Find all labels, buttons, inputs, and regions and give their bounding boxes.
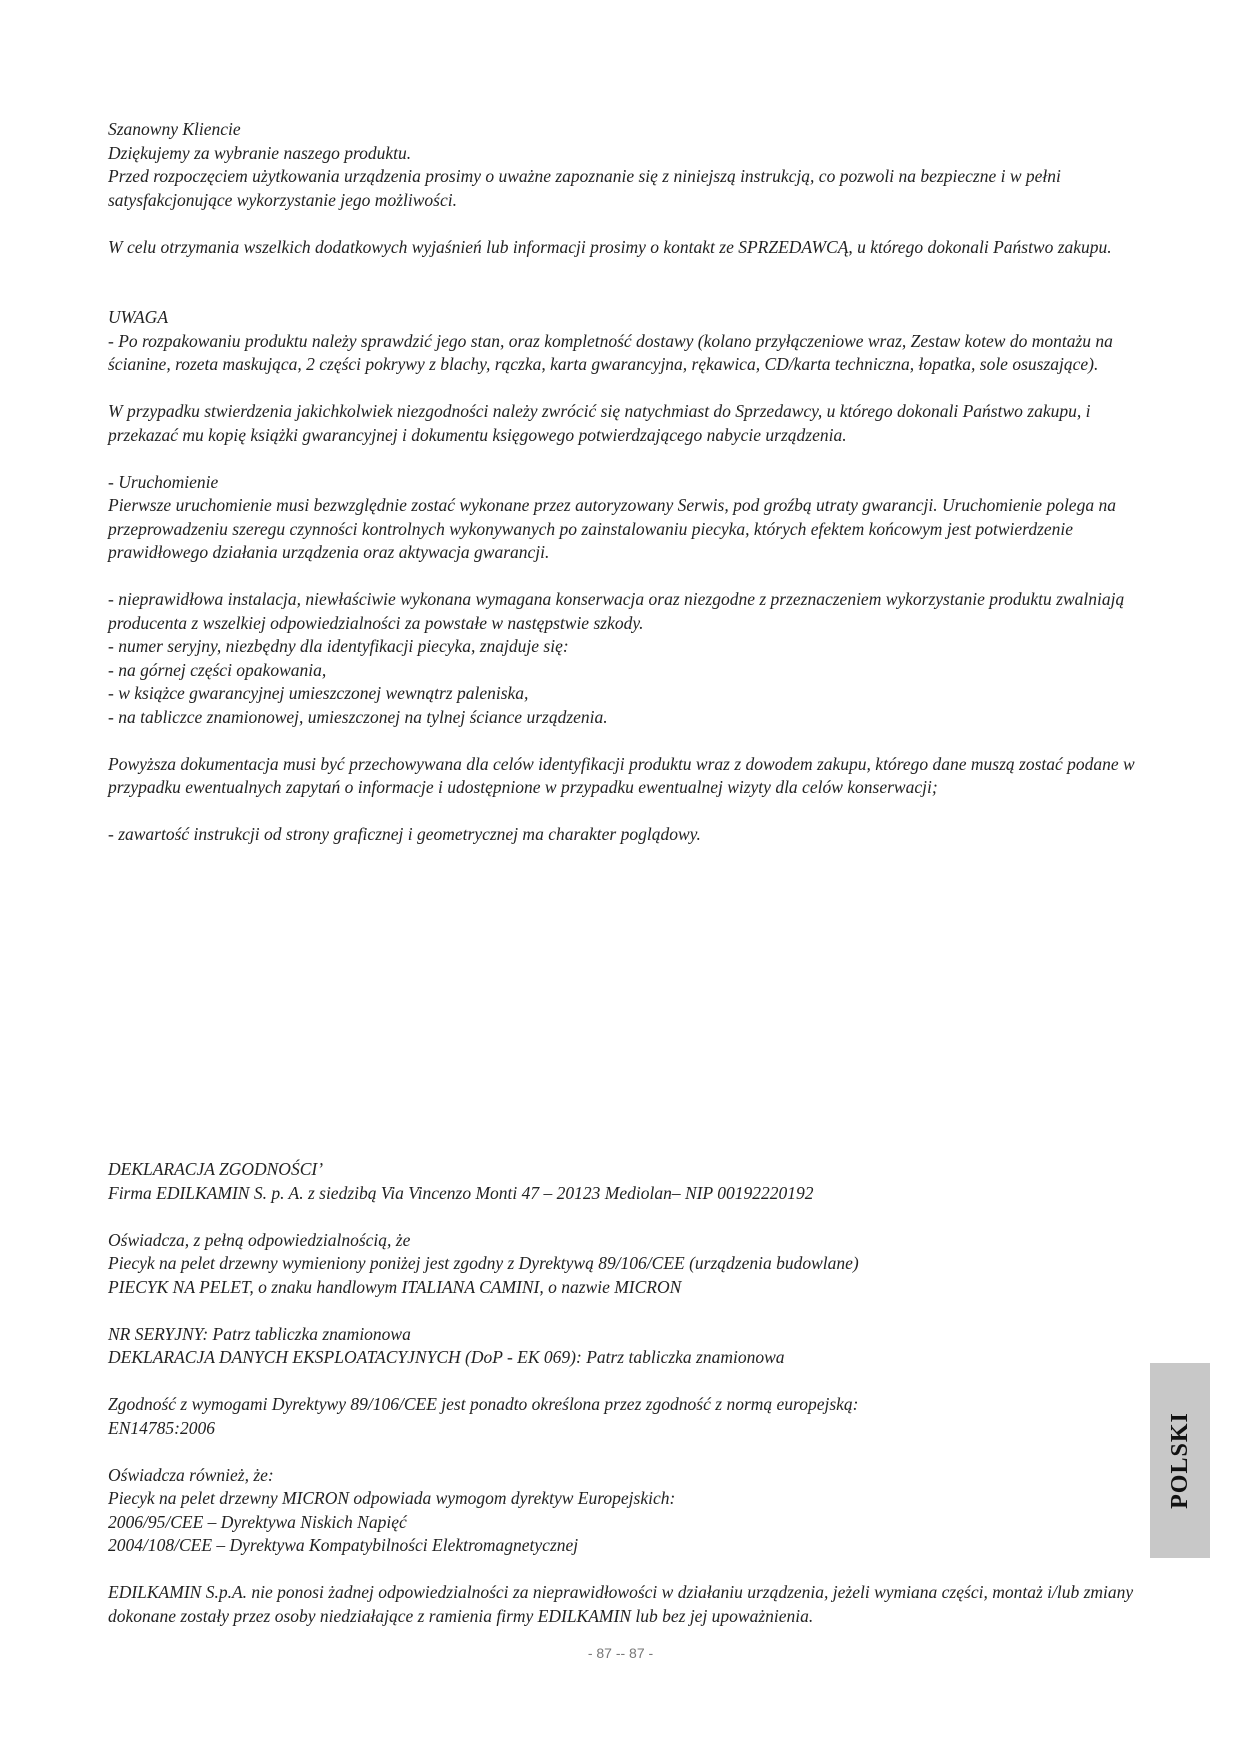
declaration-line: DEKLARACJA DANYCH EKSPLOATACYJNYCH (DoP - EK 069): Patrz tabliczka znamionowa	[108, 1347, 785, 1367]
startup-heading: - Uruchomienie	[108, 471, 219, 492]
intro-paragraph: Przed rozpoczęciem użytkowania urządzenia prosimy o uważne zapoznanie się z niniejszą instrukcją, co pozwoli na bezpieczne i w pełni satysfakcjonujące wykorzystanie jego możliwości.	[108, 166, 1061, 210]
declaration-line: NR SERYJNY: Patrz tabliczka znamionowa	[108, 1323, 411, 1344]
declaration-line: Piecyk na pelet drzewny wymieniony poniżej jest zgodny z Dyrektywą 89/106/CEE (urządzenia budowlane)	[108, 1253, 859, 1273]
illustrative-note: - zawartość instrukcji od strony graficznej i geometrycznej ma charakter poglądowy.	[108, 824, 701, 844]
startup-paragraph: Pierwsze uruchomienie musi bezwzględnie zostać wykonane przez autoryzowany Serwis, pod groźbą utraty gwarancji. Uruchomienie polega na przeprowadzeniu szeregu czynności kontrolnych wykonywanych po zainstalowaniu piecyka, których efektem końcowym jest potwierdzenie prawidłowego działania urządzenia oraz aktywacja gwarancji.	[108, 495, 1116, 562]
unpacking-paragraph: - Po rozpakowaniu produktu należy sprawdzić jego stan, oraz kompletność dostawy (kolano przyłączeniowe wraz, Zestaw kotew do montażu na ścianine, rozeta maskująca, 2 części pokrywy z blachy, rączka, karta gwarancyjna, rękawica, CD/karta techniczna, łopatka, sole osuszające).	[108, 330, 1113, 374]
serial-location-2: - w książce gwarancyjnej umieszczonej wewnątrz paleniska,	[108, 683, 529, 703]
declaration-line: Zgodność z wymogami Dyrektywy 89/106/CEE jest ponadto określona przez zgodność z normą europejską:	[108, 1394, 859, 1414]
declaration-line: PIECYK NA PELET, o znaku handlowym ITALIANA CAMINI, o nazwie MICRON	[108, 1276, 682, 1297]
declaration-firm: Firma EDILKAMIN S. p. A. z siedzibą Via Vincenzo Monti 47 – 20123 Mediolan– NIP 00192220192	[108, 1182, 814, 1203]
declaration-line: 2006/95/CEE – Dyrektywa Niskich Napięć	[108, 1511, 407, 1532]
declaration-disclaimer: EDILKAMIN S.p.A. nie ponosi żadnej odpowiedzialności za nieprawidłowości w działaniu urządzenia, jeżeli wymiana części, montaż i/lub zmiany dokonane zostały przez osoby niedziałające z ramienia firmy EDILKAMIN lub bez jej upoważnienia.	[108, 1582, 1134, 1626]
declaration-title: DEKLARACJA ZGODNOŚCI’	[108, 1159, 324, 1179]
serial-number-line: - numer seryjny, niezbędny dla identyfikacji piecyka, znajduje się:	[108, 636, 569, 656]
language-tab	[1150, 1363, 1210, 1558]
nonconformity-paragraph: W przypadku stwierdzenia jakichkolwiek niezgodności należy zwrócić się natychmiast do Sprzedawcy, u którego dokonali Państwo zakupu, i przekazać mu kopię książki gwarancyjnej i dokumentu księgowego potwierdzającego nabycie urządzenia.	[108, 401, 1091, 445]
contact-paragraph: W celu otrzymania wszelkich dodatkowych wyjaśnień lub informacji prosimy o kontakt ze SPRZEDAWCĄ, u którego dokonali Państwo zakupu.	[108, 236, 1112, 257]
thanks-line: Dziękujemy za wybranie naszego produktu.	[108, 142, 412, 163]
language-tab-label: POLSKI	[1166, 1412, 1193, 1509]
declaration-line: Piecyk na pelet drzewny MICRON odpowiada wymogom dyrektyw Europejskich:	[108, 1488, 676, 1508]
uwaga-heading: UWAGA	[108, 307, 169, 327]
declaration-line: 2004/108/CEE – Dyrektywa Kompatybilności Elektromagnetycznej	[108, 1535, 579, 1555]
serial-location-1: - na górnej części opakowania,	[108, 659, 327, 680]
declaration-line: EN14785:2006	[108, 1417, 215, 1438]
documentation-paragraph: Powyższa dokumentacja musi być przechowywana dla celów identyfikacji produktu wraz z dowodem zakupu, którego dane muszą zostać podane w przypadku ewentualnych zapytań o informacje i udostępnione w przypadku ewentualnej wizyty dla celów konserwacji;	[108, 753, 1135, 797]
declaration-section	[108, 1158, 1138, 1628]
declaration-line: Oświadcza również, że:	[108, 1464, 274, 1485]
greeting: Szanowny Kliencie	[108, 119, 241, 139]
letter-section	[108, 118, 1138, 847]
page-number: - 87 -- 87 -	[587, 1645, 654, 1661]
serial-location-3: - na tabliczce znamionowej, umieszczonej na tylnej ściance urządzenia.	[108, 706, 608, 727]
liability-paragraph: - nieprawidłowa instalacja, niewłaściwie wykonana wymagana konserwacja oraz niezgodne z przeznaczeniem wykorzystanie produktu zwalniają producenta z wszelkiej odpowiedzialności za powstałe w następstwie szkody.	[108, 589, 1125, 633]
declaration-line: Oświadcza, z pełną odpowiedzialnością, że	[108, 1229, 411, 1250]
